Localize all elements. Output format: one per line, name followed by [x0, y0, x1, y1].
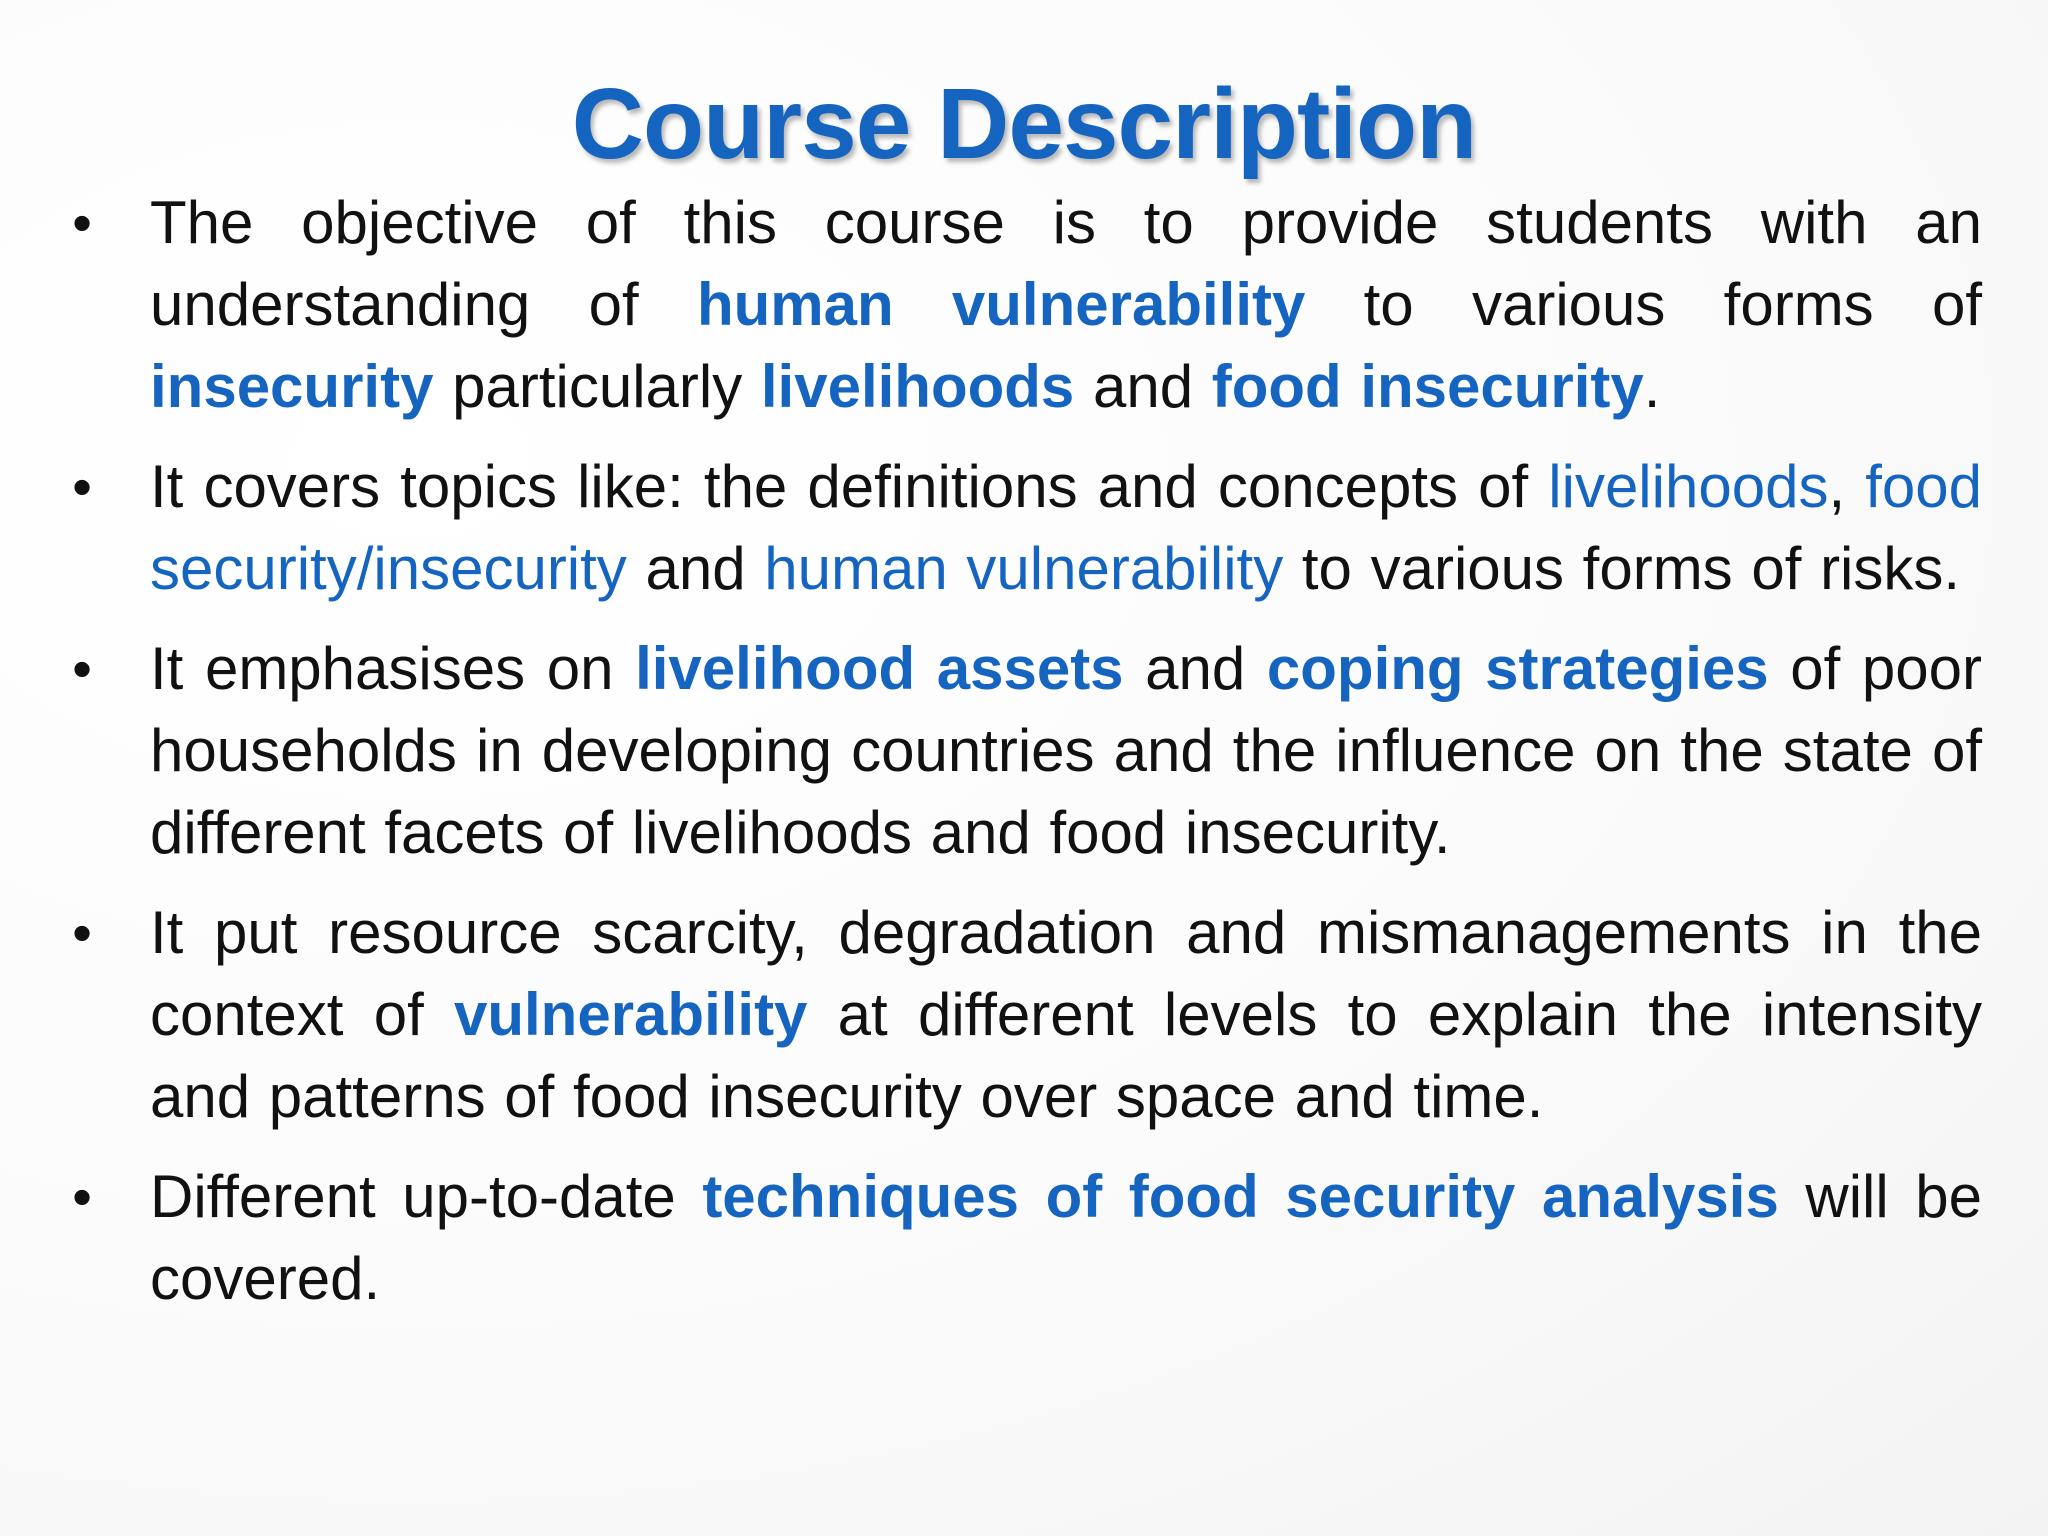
bullet-item-emphasis [62, 628, 1982, 874]
text-segment: . [1643, 353, 1661, 420]
highlight-human-vulnerability: human vulnerability [764, 535, 1284, 602]
bullet-list [62, 182, 1982, 1338]
bullet-icon: • [72, 191, 92, 254]
highlight-food-security-insecurity: food security/insecurity [150, 453, 1983, 602]
text-segment: Different up-to-date [150, 1163, 703, 1230]
highlight-livelihoods: livelihoods [1548, 453, 1829, 520]
highlight-human-vulnerability: human vulnerability [696, 271, 1306, 338]
text-segment: of poor households in developing countries and the influence on the state of different facets of livelihoods and food insecurity. [150, 635, 1982, 866]
text-segment: to various forms of [1305, 271, 1983, 338]
text-segment: and [626, 535, 765, 602]
slide-title: Course Description [571, 68, 1477, 180]
bullet-item-topics [62, 446, 1982, 610]
highlight-food-insecurity: food insecurity [1211, 353, 1644, 420]
highlight-insecurity: insecurity [150, 353, 434, 420]
highlight-coping-strategies: coping strategies [1266, 635, 1769, 702]
bullet-item-techniques [62, 1156, 1982, 1320]
text-segment: and [1123, 635, 1267, 702]
highlight-livelihood-assets: livelihood assets [635, 635, 1124, 702]
text-segment: to various forms of risks. [1283, 535, 1961, 602]
bullet-item-objective [62, 182, 1982, 428]
text-segment: particularly [433, 353, 761, 420]
text-segment: It covers topics like: the definitions and concepts of [150, 453, 1549, 520]
bullet-icon: • [72, 1165, 92, 1228]
text-segment: and [1074, 353, 1212, 420]
text-segment: at different levels to explain the intensity and patterns of food insecurity over space and time. [150, 981, 1982, 1130]
text-segment: It emphasises on [150, 635, 636, 702]
bullet-icon: • [72, 455, 92, 518]
highlight-livelihoods: livelihoods [760, 353, 1075, 420]
bullet-icon: • [72, 901, 92, 964]
text-segment: will be covered. [150, 1163, 1982, 1312]
text-segment: It put resource scarcity, degradation and mismanagements in the context of [150, 899, 1982, 1048]
bullet-item-resources [62, 892, 1982, 1138]
text-segment: The objective of this course is to provide students with an understanding of [150, 189, 1982, 338]
highlight-vulnerability: vulnerability [453, 981, 808, 1048]
text-segment: , [1828, 453, 1866, 520]
highlight-techniques-food-security-analysis: techniques of food security analysis [702, 1163, 1779, 1230]
bullet-icon: • [72, 637, 92, 700]
